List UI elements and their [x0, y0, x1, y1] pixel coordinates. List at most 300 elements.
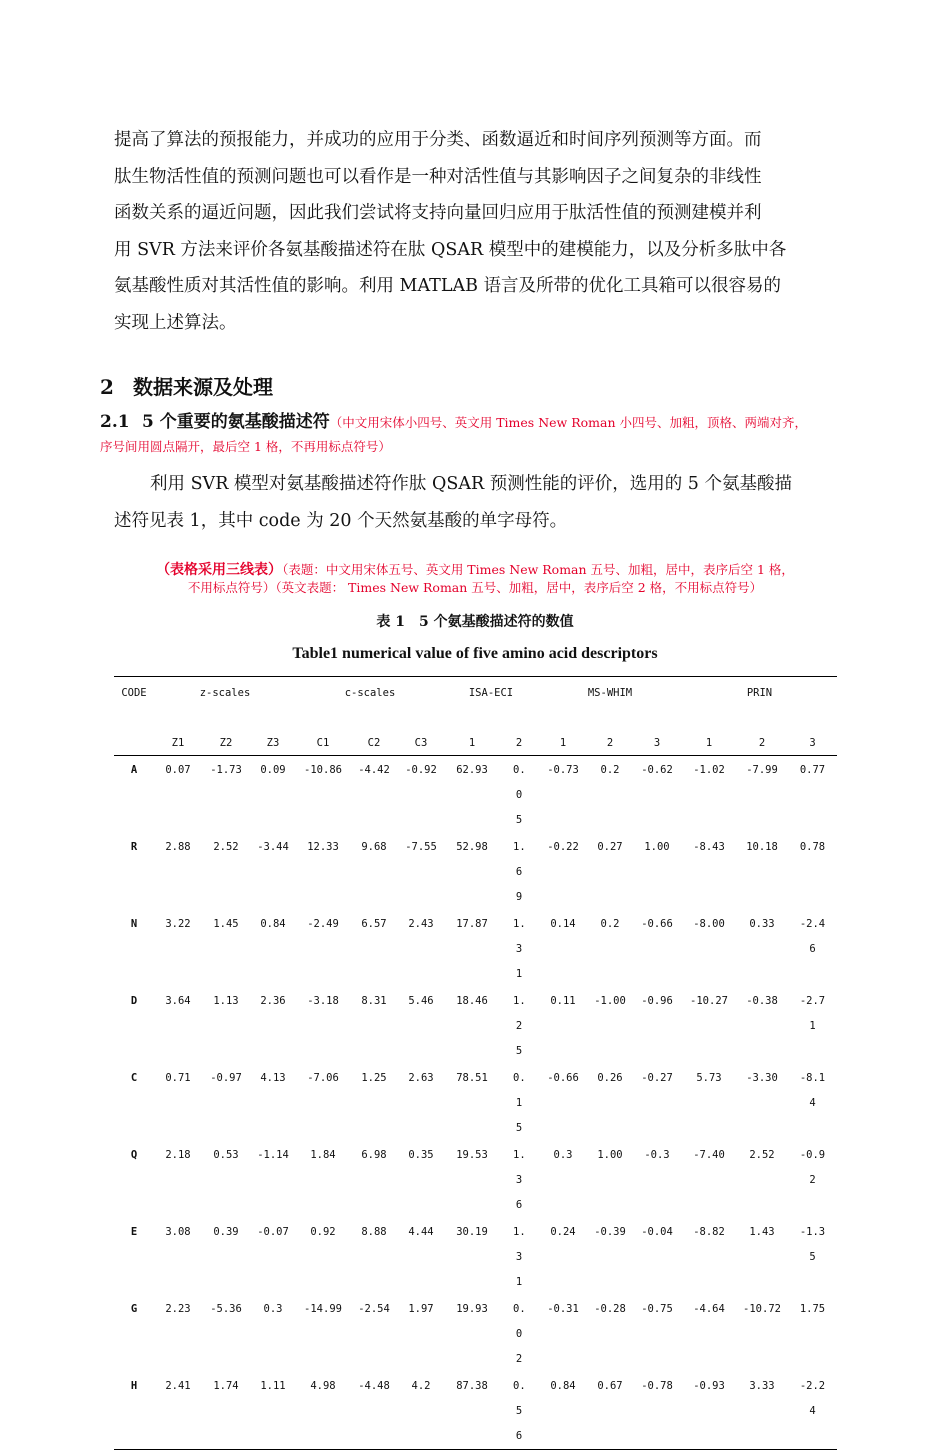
cell-value: 0.07: [165, 764, 191, 776]
table-cell: [538, 833, 588, 910]
table-row: [114, 1218, 837, 1295]
table-cell: [296, 1141, 350, 1218]
table-cell: [154, 987, 202, 1064]
section-heading: [100, 371, 273, 400]
amino-acid-code: R: [130, 841, 138, 853]
cell-value: 0.3: [553, 1149, 573, 1161]
table-cell: [398, 833, 444, 910]
cell-value: -3.18: [307, 995, 339, 1007]
table-cell: [682, 1218, 736, 1295]
amino-acid-code: D: [130, 995, 138, 1007]
cell-value: -0.07: [257, 1226, 289, 1238]
table-cell: [250, 833, 296, 910]
table-cell: [444, 1295, 500, 1372]
table-cell: [736, 987, 788, 1064]
cell-value: 0.3: [263, 1303, 283, 1315]
cell-value: -4.48: [358, 1380, 390, 1392]
table-cell: [588, 1295, 632, 1372]
cell-value: -8.82: [693, 1226, 725, 1238]
table-cell: [788, 1295, 837, 1372]
table-cell: [538, 987, 588, 1064]
cell-value: 3.64: [165, 995, 191, 1007]
table-cell: [296, 987, 350, 1064]
table-cell: [632, 1295, 682, 1372]
cell-value: -0.62: [641, 764, 673, 776]
table-cell: [500, 833, 538, 910]
table-cell: [350, 987, 398, 1064]
cell-value: 1.43: [749, 1226, 775, 1238]
subsection-heading: [100, 409, 880, 436]
cell-value: 0.33: [749, 918, 775, 930]
cell-value: 0.05: [513, 764, 526, 826]
subheader-row: [114, 731, 837, 756]
table-cell: [250, 910, 296, 987]
intro-line: 氨基酸性质对其活性值的影响。利用 MATLAB 语言及所带的优化工具箱可以很容易的: [114, 276, 782, 297]
table-cell: [588, 1141, 632, 1218]
group-header: ISA-ECI: [468, 687, 514, 699]
table-caption-en: Table1 numerical value of five amino acid descriptors: [292, 645, 658, 662]
table-row: [114, 1141, 837, 1218]
intro-line: 函数关系的逼近问题，因此我们尝试将支持向量回归应用于肽活性值的预测建模并利: [114, 203, 762, 224]
cell-value: -0.39: [594, 1226, 626, 1238]
cell-value: -7.55: [405, 841, 437, 853]
table-cell: [788, 987, 837, 1064]
cell-value: -10.72: [743, 1303, 781, 1315]
table-cell: [788, 1141, 837, 1218]
table-cell: [736, 1218, 788, 1295]
cell-value: 18.46: [456, 995, 488, 1007]
cell-value: 19.53: [456, 1149, 488, 1161]
table-cell: [500, 1295, 538, 1372]
table-cell: [296, 1295, 350, 1372]
subheader: 1: [559, 737, 567, 749]
cell-value: 2.88: [165, 841, 191, 853]
table-cell: [500, 987, 538, 1064]
cell-value: -0.66: [641, 918, 673, 930]
table-cell: [682, 987, 736, 1064]
table-cell: [632, 1218, 682, 1295]
cell-value: -4.42: [358, 764, 390, 776]
table-caption-cn: 表 1 5 个氨基酸描述符的数值: [376, 614, 574, 630]
table-row: [114, 910, 837, 987]
cell-value: -10.86: [304, 764, 342, 776]
cell-value: -0.92: [799, 1149, 826, 1186]
cell-value: 4.98: [310, 1380, 336, 1392]
cell-value: 2.63: [408, 1072, 434, 1084]
table-note-bold: （表格采用三线表）: [156, 562, 283, 578]
cell-value: 3.22: [165, 918, 191, 930]
table-body: [114, 756, 837, 1450]
table-cell: [538, 756, 588, 834]
table-cell: [296, 1218, 350, 1295]
table-cell: [154, 910, 202, 987]
table-cell: [202, 1295, 250, 1372]
table-cell: [444, 1218, 500, 1295]
table-cell: [500, 756, 538, 834]
group-header: z-scales: [199, 687, 251, 699]
subheader: 3: [809, 737, 816, 749]
cell-value: -8.14: [799, 1072, 826, 1109]
cell-value: -1.73: [210, 764, 242, 776]
cell-value: 6.98: [361, 1149, 387, 1161]
table-cell: [154, 1064, 202, 1141]
table-cell: [154, 756, 202, 834]
cell-value: 1.84: [310, 1149, 336, 1161]
table-note-line2: 不用标点符号）（英文表题： Times New Roman 五号、加粗，居中，表序后空 2 格，不用标点符号）: [187, 580, 763, 595]
subheader: C3: [414, 737, 428, 749]
table-cell: [250, 1372, 296, 1450]
cell-value: -5.36: [210, 1303, 242, 1315]
table-cell: [788, 756, 837, 834]
amino-acid-code: C: [130, 1072, 138, 1084]
cell-value: 1.25: [361, 1072, 387, 1084]
intro-paragraph: [114, 122, 840, 342]
table-cell: [250, 1141, 296, 1218]
cell-value: 0.02: [513, 1303, 526, 1365]
cell-value: 0.71: [165, 1072, 191, 1084]
group-header-row: [114, 677, 837, 732]
cell-value: 9.68: [361, 841, 387, 853]
cell-value: -0.75: [641, 1303, 673, 1315]
table-cell: [736, 1295, 788, 1372]
table-cell: [538, 1218, 588, 1295]
table-cell: [202, 1064, 250, 1141]
table-row: [114, 756, 837, 834]
table-cell: [538, 910, 588, 987]
cell-value: 19.93: [456, 1303, 488, 1315]
subheader: 2: [606, 737, 614, 749]
table-cell: [788, 1372, 837, 1450]
cell-value: -7.40: [693, 1149, 725, 1161]
cell-value: -7.99: [746, 764, 778, 776]
cell-value: -0.93: [693, 1380, 725, 1392]
cell-value: -0.27: [641, 1072, 673, 1084]
table-cell: [398, 1372, 444, 1450]
cell-value: 4.2: [411, 1380, 431, 1392]
table-cell: [632, 1372, 682, 1450]
cell-value: 5.73: [696, 1072, 722, 1084]
cell-value: 0.11: [550, 995, 576, 1007]
cell-value: 62.93: [456, 764, 488, 776]
descriptor-table: [114, 676, 837, 1450]
table-cell: [538, 1372, 588, 1450]
table-cell: [682, 833, 736, 910]
cell-value: 0.39: [213, 1226, 239, 1238]
subheader: Z1: [171, 737, 185, 749]
table-cell: [350, 1064, 398, 1141]
table-cell: [632, 833, 682, 910]
table-cell: [250, 987, 296, 1064]
table-cell: [588, 1372, 632, 1450]
cell-value: -3.44: [257, 841, 289, 853]
cell-value: -14.99: [304, 1303, 342, 1315]
table-cell: [632, 910, 682, 987]
cell-value: 1.36: [513, 1149, 526, 1211]
cell-value: 1.45: [213, 918, 239, 930]
table-cell: [202, 1141, 250, 1218]
body-line: 利用 SVR 模型对氨基酸描述符作肽 QSAR 预测性能的评价，选用的 5 个氨基酸描: [150, 474, 792, 494]
cell-value: -1.00: [594, 995, 626, 1007]
cell-value: 0.67: [597, 1380, 623, 1392]
table-cell: [500, 910, 538, 987]
section-title: 数据来源及处理: [133, 375, 273, 399]
cell-value: 0.27: [597, 841, 623, 853]
cell-value: 0.35: [408, 1149, 434, 1161]
cell-value: 0.77: [799, 764, 826, 776]
table-cell: [538, 1064, 588, 1141]
cell-value: 0.09: [260, 764, 286, 776]
table-cell: [202, 756, 250, 834]
table-cell: [154, 1295, 202, 1372]
subheader: 2: [515, 737, 523, 749]
table-cell: [296, 833, 350, 910]
cell-value: 2.41: [165, 1380, 191, 1392]
table-cell: [500, 1372, 538, 1450]
cell-value: -2.54: [358, 1303, 390, 1315]
table-cell: [736, 1141, 788, 1218]
cell-value: -8.43: [693, 841, 725, 853]
cell-value: 1.31: [513, 1226, 526, 1288]
cell-value: -0.31: [547, 1303, 579, 1315]
table-row: [114, 833, 837, 910]
cell-value: 1.31: [513, 918, 526, 980]
group-header: MS-WHIM: [587, 687, 633, 699]
cell-value: -0.97: [210, 1072, 242, 1084]
cell-value: 4.44: [408, 1226, 434, 1238]
cell-value: 0.84: [260, 918, 286, 930]
cell-value: 0.84: [550, 1380, 576, 1392]
table-cell: [444, 833, 500, 910]
subheader: C2: [367, 737, 381, 749]
table-cell: [444, 756, 500, 834]
cell-value: -7.06: [307, 1072, 339, 1084]
cell-value: -4.64: [693, 1303, 725, 1315]
table-cell: [154, 1372, 202, 1450]
body-paragraph: [114, 466, 840, 539]
table-row: [114, 1372, 837, 1450]
cell-value: 0.78: [799, 841, 826, 853]
table-cell: [444, 1141, 500, 1218]
table-cell: [250, 756, 296, 834]
table-cell: [632, 1141, 682, 1218]
table-cell: [398, 910, 444, 987]
cell-value: -10.27: [690, 995, 728, 1007]
table-cell: [398, 756, 444, 834]
amino-acid-code: A: [130, 764, 138, 776]
intro-line: 用 SVR 方法来评价各氨基酸描述符在肽 QSAR 模型中的建模能力，以及分析多肽中各: [114, 239, 787, 260]
cell-value: 87.38: [456, 1380, 488, 1392]
table-cell: [632, 987, 682, 1064]
subheader: Z2: [219, 737, 233, 749]
section-number: 2: [100, 375, 114, 399]
table-row: [114, 987, 837, 1064]
table-cell: [250, 1218, 296, 1295]
table-cell: [736, 833, 788, 910]
table-cell: [154, 1141, 202, 1218]
cell-value: -8.00: [693, 918, 725, 930]
table-cell: [398, 1064, 444, 1141]
cell-value: -2.46: [799, 918, 826, 955]
table-cell: [538, 1295, 588, 1372]
cell-value: -1.35: [799, 1226, 826, 1263]
cell-value: 1.25: [513, 995, 526, 1057]
cell-value: 1.74: [213, 1380, 239, 1392]
table-cell: [350, 1141, 398, 1218]
cell-value: 2.36: [260, 995, 286, 1007]
table-cell: [350, 756, 398, 834]
cell-value: 5.46: [408, 995, 434, 1007]
subheader: 3: [653, 737, 661, 749]
cell-value: 2.52: [213, 841, 239, 853]
cell-value: -0.66: [547, 1072, 579, 1084]
table-cell: [500, 1218, 538, 1295]
subheader: 2: [758, 737, 766, 749]
amino-acid-code: N: [130, 918, 138, 930]
table-cell: [682, 1064, 736, 1141]
code-header: CODE: [121, 687, 147, 699]
cell-value: -0.92: [405, 764, 437, 776]
table-cell: [588, 1064, 632, 1141]
table-cell: [500, 1064, 538, 1141]
cell-value: 2.18: [165, 1149, 191, 1161]
format-note: （中文用宋体小四号、英文用 Times New Roman 小四号、加粗，顶格、两端对齐，: [329, 415, 807, 430]
cell-value: 1.11: [260, 1380, 286, 1392]
table-cell: [154, 833, 202, 910]
cell-value: 0.14: [550, 918, 576, 930]
cell-value: 1.97: [408, 1303, 434, 1315]
table-cell: [788, 1218, 837, 1295]
cell-value: 1.75: [799, 1303, 826, 1315]
table-cell: [736, 1372, 788, 1450]
table-cell: [632, 756, 682, 834]
amino-acid-code: E: [130, 1226, 138, 1238]
table-cell: [202, 1372, 250, 1450]
cell-value: 3.33: [749, 1380, 775, 1392]
cell-value: 3.08: [165, 1226, 191, 1238]
table-cell: [736, 1064, 788, 1141]
table-cell: [398, 1141, 444, 1218]
cell-value: 0.56: [513, 1380, 526, 1442]
cell-value: -3.30: [746, 1072, 778, 1084]
cell-value: -0.38: [746, 995, 778, 1007]
cell-value: 78.51: [456, 1072, 488, 1084]
table-cell: [398, 1295, 444, 1372]
intro-line: 肽生物活性值的预测问题也可以看作是一种对活性值与其影响因子之间复杂的非线性: [114, 166, 762, 187]
cell-value: 0.15: [513, 1072, 526, 1134]
table-cell: [296, 1064, 350, 1141]
cell-value: 0.26: [597, 1072, 623, 1084]
cell-value: -1.02: [693, 764, 725, 776]
table-cell: [444, 1372, 500, 1450]
subheader: 1: [705, 737, 713, 749]
table-cell: [350, 1218, 398, 1295]
table-format-note: [100, 561, 850, 597]
table-cell: [202, 833, 250, 910]
table-cell: [682, 910, 736, 987]
format-note-continued: 序号间用圆点隔开，最后空 1 格，不再用标点符号）: [100, 439, 391, 454]
table-cell: [632, 1064, 682, 1141]
cell-value: 1.00: [597, 1149, 623, 1161]
cell-value: 4.13: [260, 1072, 286, 1084]
subsection-number: 2.1: [100, 412, 130, 432]
subheader: C1: [316, 737, 330, 749]
table-cell: [588, 756, 632, 834]
table-cell: [250, 1064, 296, 1141]
body-line: 述符见表 1，其中 code 为 20 个天然氨基酸的单字母符。: [114, 510, 568, 531]
table-cell: [444, 910, 500, 987]
table-cell: [736, 910, 788, 987]
cell-value: 1.00: [644, 841, 670, 853]
table-cell: [588, 987, 632, 1064]
table-cell: [682, 1141, 736, 1218]
cell-value: 17.87: [456, 918, 488, 930]
cell-value: -0.3: [644, 1149, 670, 1161]
cell-value: 0.24: [550, 1226, 576, 1238]
cell-value: 30.19: [456, 1226, 488, 1238]
table-cell: [296, 910, 350, 987]
cell-value: -0.28: [594, 1303, 626, 1315]
subheader: Z3: [266, 737, 280, 749]
table-cell: [788, 910, 837, 987]
cell-value: 2.43: [408, 918, 434, 930]
table-cell: [350, 1372, 398, 1450]
amino-acid-code: G: [130, 1303, 138, 1315]
table-cell: [588, 1218, 632, 1295]
table-cell: [588, 833, 632, 910]
table-cell: [444, 1064, 500, 1141]
cell-value: -0.22: [547, 841, 579, 853]
table-cell: [500, 1141, 538, 1218]
table-cell: [682, 1295, 736, 1372]
table-cell: [202, 1218, 250, 1295]
cell-value: 1.13: [213, 995, 239, 1007]
table-cell: [682, 756, 736, 834]
cell-value: -2.24: [799, 1380, 826, 1417]
table-cell: [250, 1295, 296, 1372]
cell-value: 0.2: [600, 918, 620, 930]
cell-value: -0.96: [641, 995, 673, 1007]
cell-value: 6.57: [361, 918, 387, 930]
cell-value: 2.52: [749, 1149, 775, 1161]
table-cell: [202, 910, 250, 987]
table-cell: [350, 910, 398, 987]
table-cell: [788, 1064, 837, 1141]
table-cell: [588, 910, 632, 987]
amino-acid-code: Q: [130, 1149, 138, 1161]
cell-value: -0.73: [547, 764, 579, 776]
cell-value: -0.04: [641, 1226, 673, 1238]
table-cell: [682, 1372, 736, 1450]
cell-value: -1.14: [257, 1149, 289, 1161]
subsection-title: 5 个重要的氨基酸描述符: [142, 412, 330, 432]
cell-value: 8.88: [361, 1226, 387, 1238]
subheader: 1: [468, 737, 476, 749]
cell-value: 12.33: [307, 841, 339, 853]
group-header: PRIN: [746, 687, 773, 699]
table-cell: [202, 987, 250, 1064]
intro-line: 提高了算法的预报能力，并成功的应用于分类、函数逼近和时间序列预测等方面。而: [114, 130, 762, 150]
intro-line: 实现上述算法。: [114, 312, 237, 333]
table-cell: [296, 1372, 350, 1450]
table-cell: [788, 833, 837, 910]
table-cell: [154, 1218, 202, 1295]
table-cell: [398, 1218, 444, 1295]
cell-value: -0.78: [641, 1380, 673, 1392]
cell-value: 10.18: [746, 841, 778, 853]
amino-acid-code: H: [130, 1380, 138, 1392]
table-row: [114, 1295, 837, 1372]
table-cell: [350, 833, 398, 910]
